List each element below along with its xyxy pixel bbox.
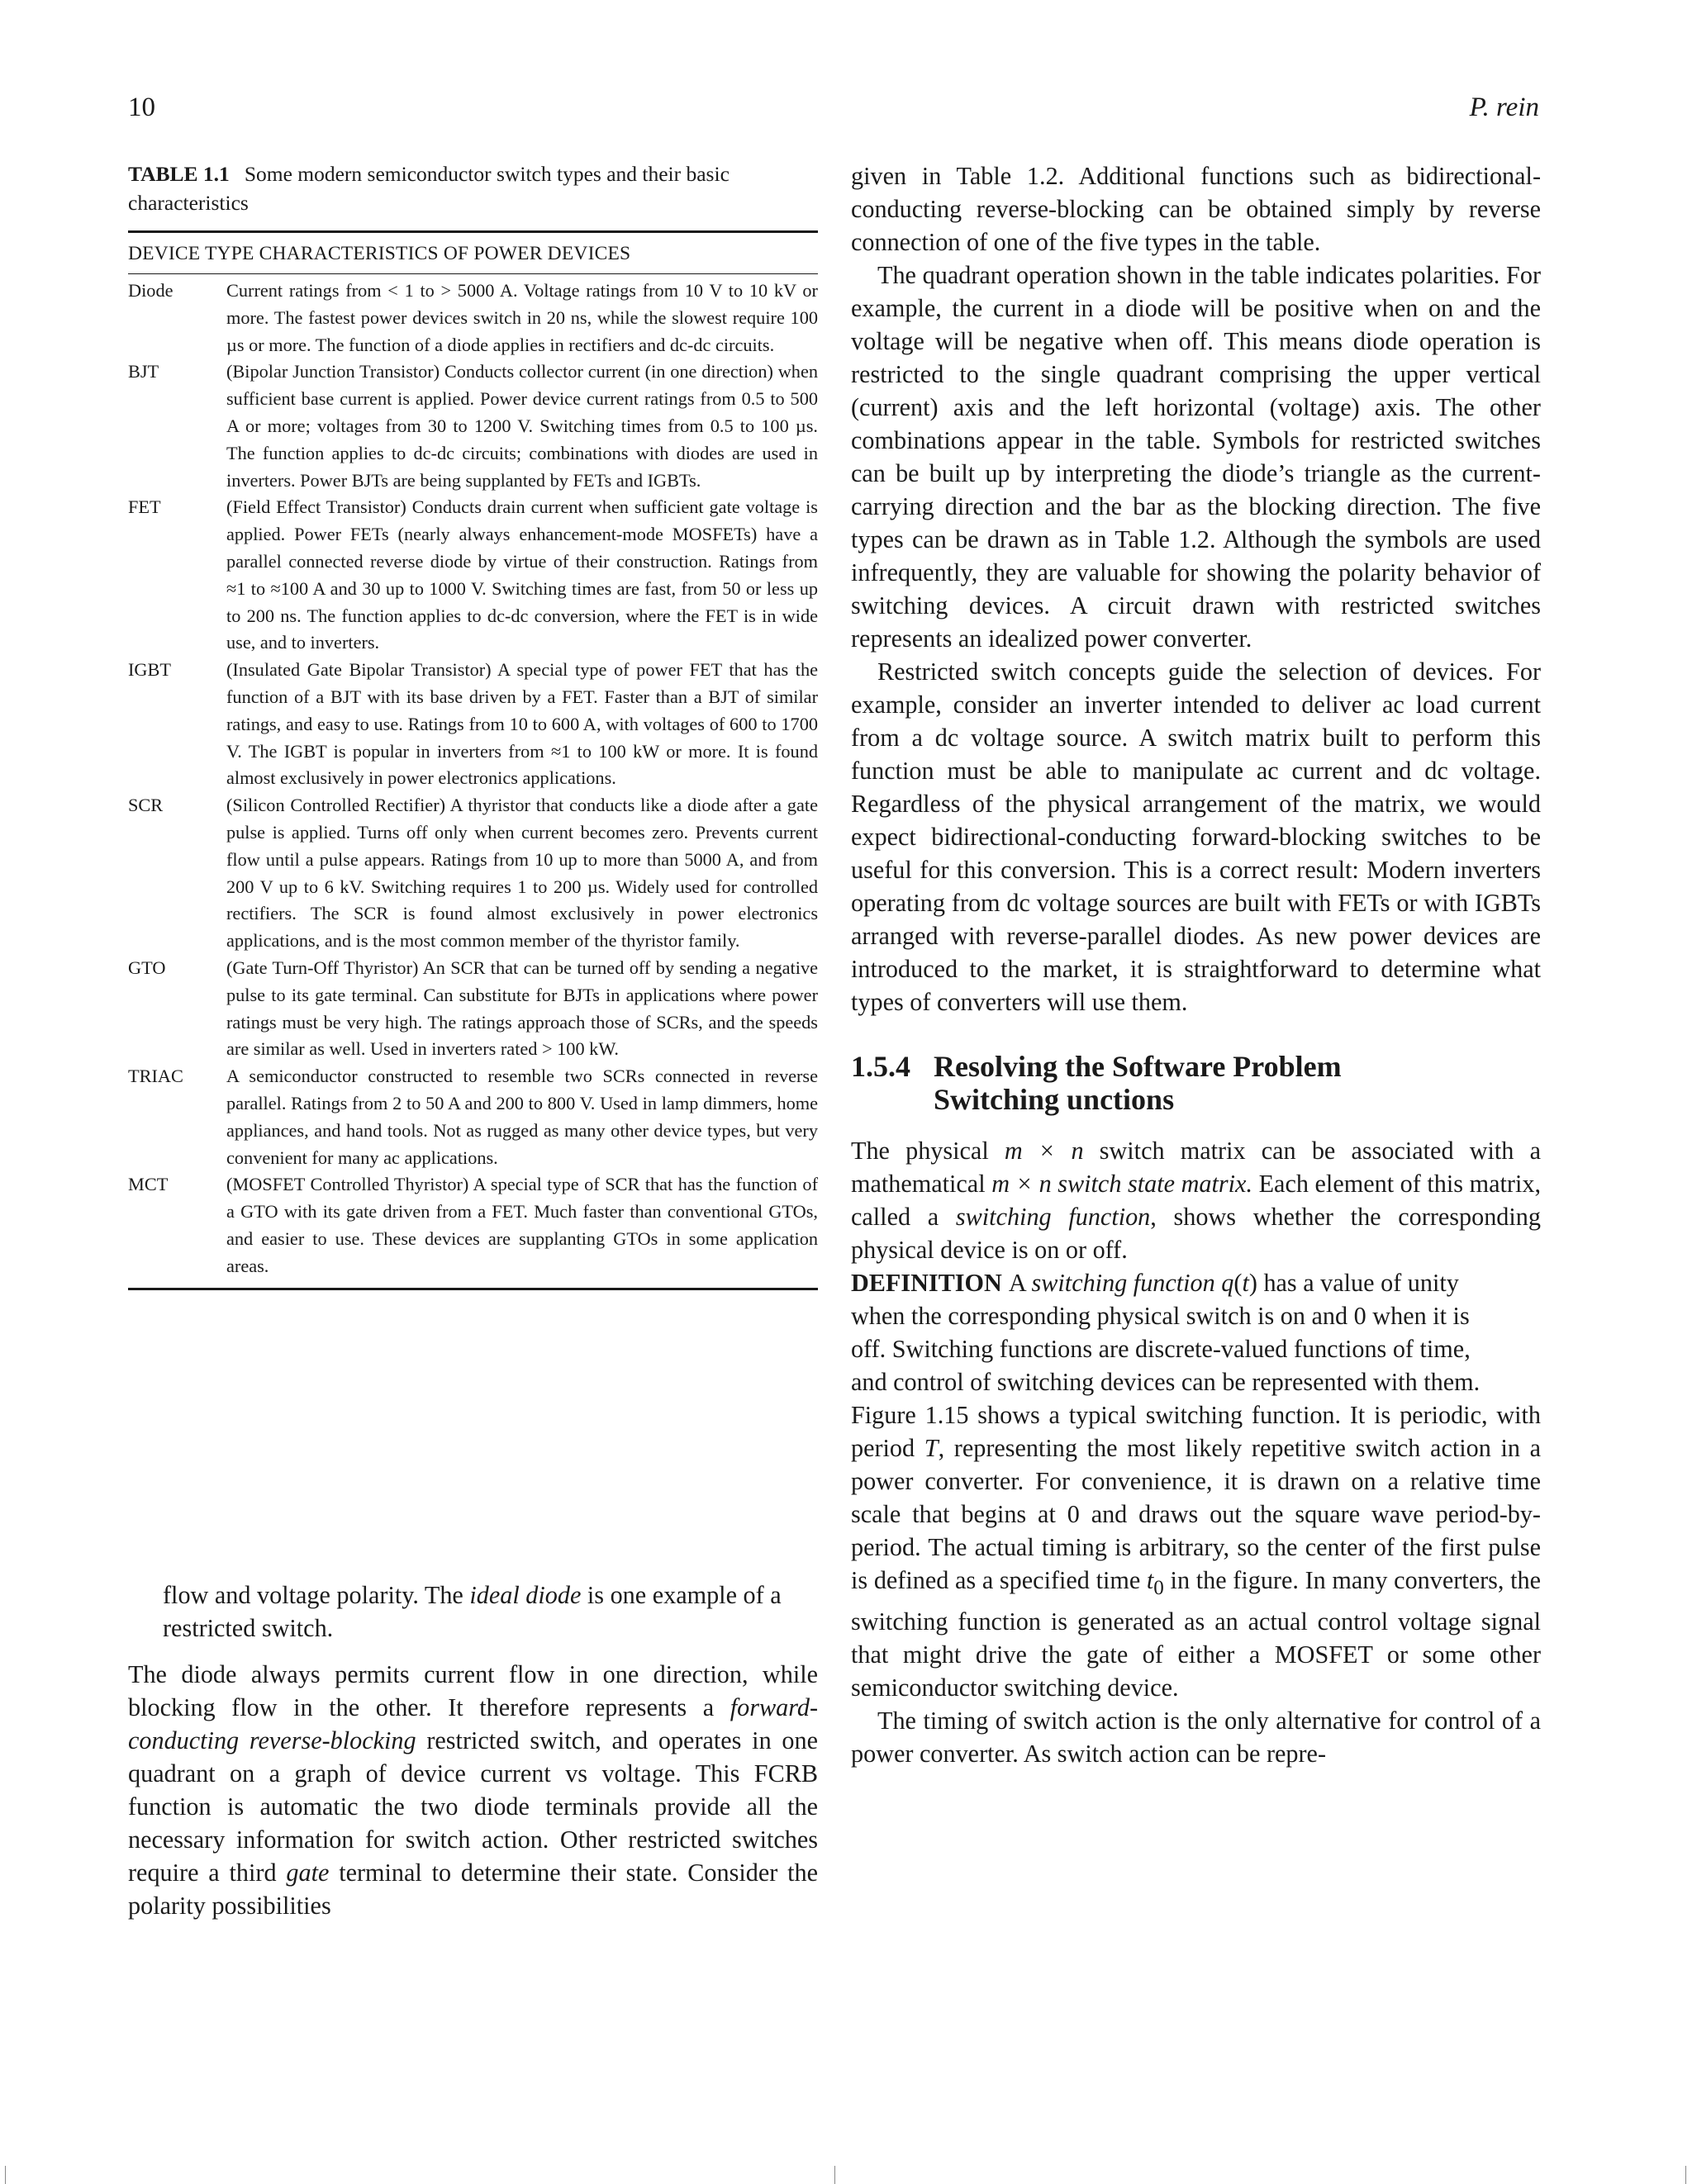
device-description-cell: (Insulated Gate Bipolar Transistor) A special type of power FET that has the function of a BJT with its base driven by a FET. Faster than a BJT of similar ratings, and easy to use. Ratings from 10 to 600 A, with voltages of 600 to 1700 V. The IGBT is popular in inverters from ≈1 to 100 kW or more. It is found almost exclusively in power electronics applications. [226,659,818,789]
crop-mark [5,2166,6,2184]
text-run: terminal to determine their state. Consider the polarity possibilities [128,1859,819,1920]
table-body [128,274,818,1288]
table-row [128,955,818,1063]
section-title-line1: Resolving the Software Problem [934,1050,1342,1083]
device-type-cell: SCR [128,795,164,816]
text-run: , representing the most likely repetitive switch action in a power converter. For convenience, it is drawn on a relative time scale that begins at 0 and draws out the square wave period-by-period. The actual timing is arbitrary, so the center of the first pulse is defined as a specified time [851,1434,1541,1594]
table-caption [128,159,818,217]
running-head: P. rein [1469,93,1539,122]
paragraph [851,1134,1541,1266]
device-type-cell: FET [128,496,161,518]
italic-term: gate [286,1859,330,1887]
paragraph: The quadrant operation shown in the table indicates polarities. For example, the current in a diode will be positive when on and the voltage will be negative when off. This means diode operation is restricted to the single quadrant comprising the upper vertical (current) axis and the left horizontal (voltage) axis. The other combinations appear in the table. Symbols for restricted switches can be built up by interpreting the diode’s triangle as the current-carrying direction and the bar as the blocking direction. The five types can be drawn as in Table 1.2. Although the symbols are used infrequently, they are valuable for showing the polarity behavior of switching devices. A circuit drawn with restricted switches represents an idealized power converter. [851,261,1541,653]
definition-block [851,1266,1504,1398]
italic-term: m × n switch state matrix. [991,1170,1252,1198]
text-run: Each element of this matrix, called a [851,1170,1541,1231]
table-row [128,358,818,494]
device-type-cell: GTO [128,957,166,978]
page-number: 10 [128,93,155,122]
device-description-cell: (Silicon Controlled Rectifier) A thyristor that conducts like a diode after a gate pulse is applied. Turns off only when current becomes zero. Prevents current flow until a pulse appears. Ratings from 10 up to more than 5000 A, and from 200 V up to 6 kV. Switching requires 1 to 200 µs. Widely used for controlled rectifiers. The SCR is found almost exclusively in power electronics applications, and is the most common member of the thyristor family. [226,795,818,952]
italic-term: switching function [955,1203,1151,1231]
table-row [128,278,818,358]
text-run: Figure 1.15 shows a typical switching function. It is periodic, with period [851,1401,1541,1462]
left-paragraph [128,1658,818,1922]
paragraph: Restricted switch concepts guide the selection of devices. For example, consider an inverter intended to deliver ac load current from a dc voltage source. A switch matrix built to perform this function must be able to manipulate ac current and dc voltage. Regardless of the physical arrangement of the matrix, we would expect bidirectional-conducting forward-blocking switches to be useful for this conversion. This is a correct result: Modern inverters operating from dc voltage sources are built with FETs or with IGBTs arranged with reverse-parallel diodes. As new power devices are introduced to the market, it is straightforward to determine what types of converters will use them. [851,658,1541,1016]
device-description-cell: (Field Effect Transistor) Conducts drain current when sufficient gate voltage is applied. Power FETs (nearly always enhancement-mode MOSFETs) have a parallel connected reverse diode by virtue of their construction. Ratings from ≈1 to ≈100 A and 30 up to 1000 V. Switching times are fast, from 50 or less up to 200 ns. The function applies to dc-dc conversion, where the FET is in wide use, and to inverters. [226,496,818,653]
text-run: The diode always permits current flow in one direction, while blocking flow in the other. It therefore represents a [128,1660,818,1721]
text-run: ) has a value of unity when the corresponding physical switch is on and 0 when it is off. Switching functions are discrete-valued functions of time, and control of switching devices can be represented with them. [851,1269,1480,1396]
table-1-1 [128,159,818,1290]
subscript: 0 [1153,1577,1164,1600]
text-run: ( [1233,1269,1243,1297]
device-description-cell: (Gate Turn-Off Thyristor) An SCR that can be turned off by sending a negative pulse to its gate terminal. Can substitute for BJTs in applications where power ratings must be very high. The ratings approach those of SCRs, and the speeds are similar as well. Used in inverters rated > 100 kW. [226,957,818,1060]
math-term: t [1242,1269,1249,1297]
italic-term: switching function q [1031,1269,1234,1297]
section-heading [851,1050,1541,1116]
device-description-cell: Current ratings from < 1 to > 5000 A. Voltage ratings from 10 V to 10 kV or more. The fastest power devices switch in 20 ns, while the slowest require 100 µs or more. The function of a diode applies in rectifiers and dc-dc circuits. [226,280,818,355]
paragraph: given in Table 1.2. Additional functions such as bidirectional-conducting reverse-blocking can be obtained simply by reverse connection of one of the five types in the table. [851,162,1541,256]
table-row [128,1171,818,1280]
device-type-cell: Diode [128,280,173,301]
math-term: m × n [1004,1137,1084,1165]
text-run: restricted switch, and operates in one quadrant on a graph of device current vs voltage. This FCRB function is automatic the two diode terminals provide all the necessary information for switch action. Other restricted switches require a third [128,1726,818,1887]
table-row [128,657,818,792]
text-run: , shows whether the corresponding physical device is on or off. [851,1203,1541,1264]
table-row [128,792,818,955]
table-label: TABLE 1.1 [128,162,230,186]
text-run: A [1008,1269,1032,1297]
table-row [128,494,818,657]
device-type-cell: IGBT [128,659,172,681]
italic-term: ideal diode [469,1581,582,1609]
device-description-cell: (MOSFET Controlled Thyristor) A special type of SCR that has the function of a GTO with its gate driven from a FET. Much faster than conventional GTOs, and easier to use. These devices are supplanting GTOs in some application areas. [226,1174,818,1276]
paragraph [851,1398,1541,1704]
left-paragraph-fragment [128,1579,818,1645]
text-run: is one example of a restricted switch. [163,1581,782,1642]
table-column-header: DEVICE TYPE CHARACTERISTICS OF POWER DEVICES [128,243,631,264]
text-run: flow and voltage polarity. The [163,1581,470,1609]
text-run: switch matrix can be associated with a mathematical [851,1137,1541,1198]
device-type-cell: TRIAC [128,1066,183,1087]
right-column [851,159,1541,1770]
table-bottom-rule [128,1288,818,1290]
text-run: The physical [851,1137,1005,1165]
table-row [128,1063,818,1171]
definition-label: DEFINITION [851,1269,1002,1297]
device-type-cell: MCT [128,1174,169,1195]
math-term: T [924,1434,939,1462]
crop-mark [1685,2166,1686,2184]
italic-term: forward-conducting reverse-blocking [128,1693,818,1754]
section-title-line2: Switching unctions [934,1083,1175,1116]
crop-mark [834,2166,835,2184]
device-type-cell: BJT [128,361,159,382]
paragraph: The timing of switch action is the only alternative for control of a power converter. As switch action can be repre- [851,1707,1541,1769]
table-caption-text: Some modern semiconductor switch types and their basic characteristics [128,162,730,215]
device-description-cell: A semiconductor constructed to resemble two SCRs connected in reverse parallel. Ratings from 2 to 50 A and 200 to 800 V. Used in lamp dimmers, home appliances, and hand tools. Not as rugged as many other device types, but very convenient for many ac applications. [226,1066,818,1168]
section-number: 1.5.4 [851,1050,910,1083]
math-term: t [1146,1566,1154,1594]
device-description-cell: (Bipolar Junction Transistor) Conducts collector current (in one direction) when sufficient base current is applied. Power device current ratings from 0.5 to 500 A or more; voltages from 30 to 1200 V. Switching times from 0.5 to 100 µs. The function applies to dc-dc circuits; combinations with diodes are used in inverters. Power BJTs are being supplanted by FETs and IGBTs. [226,361,818,491]
text-run: in the figure. In many converters, the switching function is generated as an actual control voltage signal that might drive the gate of either a MOSFET or some other semiconductor switching device. [851,1566,1541,1702]
